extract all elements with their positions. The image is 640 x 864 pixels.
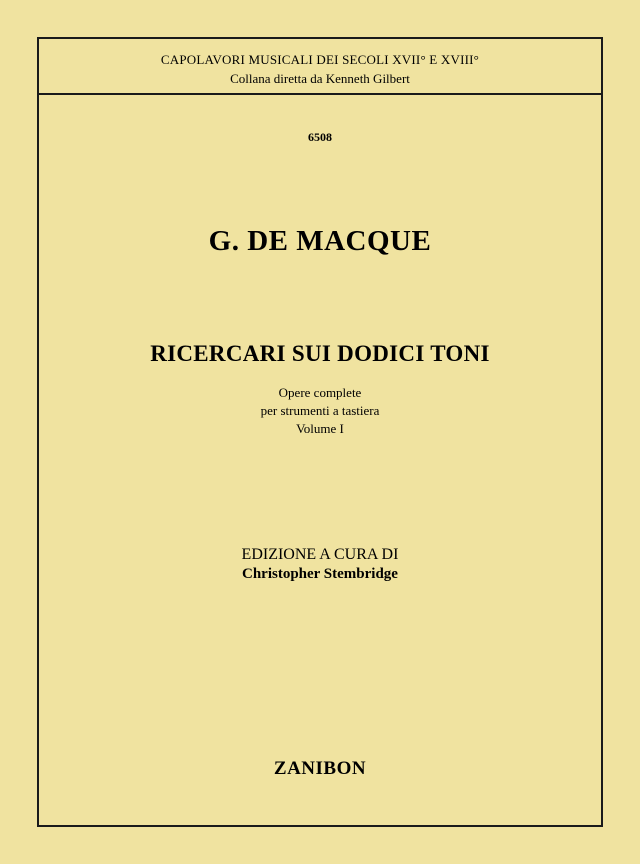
subtitle-line: per strumenti a tastiera	[260, 403, 380, 418]
edition-label: EDIZIONE A CURA DI	[241, 546, 399, 563]
composer-name: G. DE MACQUE	[208, 225, 432, 257]
catalog-number: 6508	[308, 130, 332, 144]
editor-name: Christopher Stembridge	[242, 566, 398, 582]
cover-frame	[37, 37, 603, 827]
publisher-name: ZANIBON	[273, 758, 367, 779]
series-title: CAPOLAVORI MUSICALI DEI SECOLI XVII° E XVIII°	[160, 52, 480, 67]
series-header	[39, 39, 601, 95]
work-title: RICERCARI SUI DODICI TONI	[150, 341, 490, 366]
subtitle-line: Opere complete	[278, 385, 362, 400]
volume-label: Volume I	[296, 421, 344, 436]
series-editor: Collana diretta da Kenneth Gilbert	[230, 71, 410, 86]
